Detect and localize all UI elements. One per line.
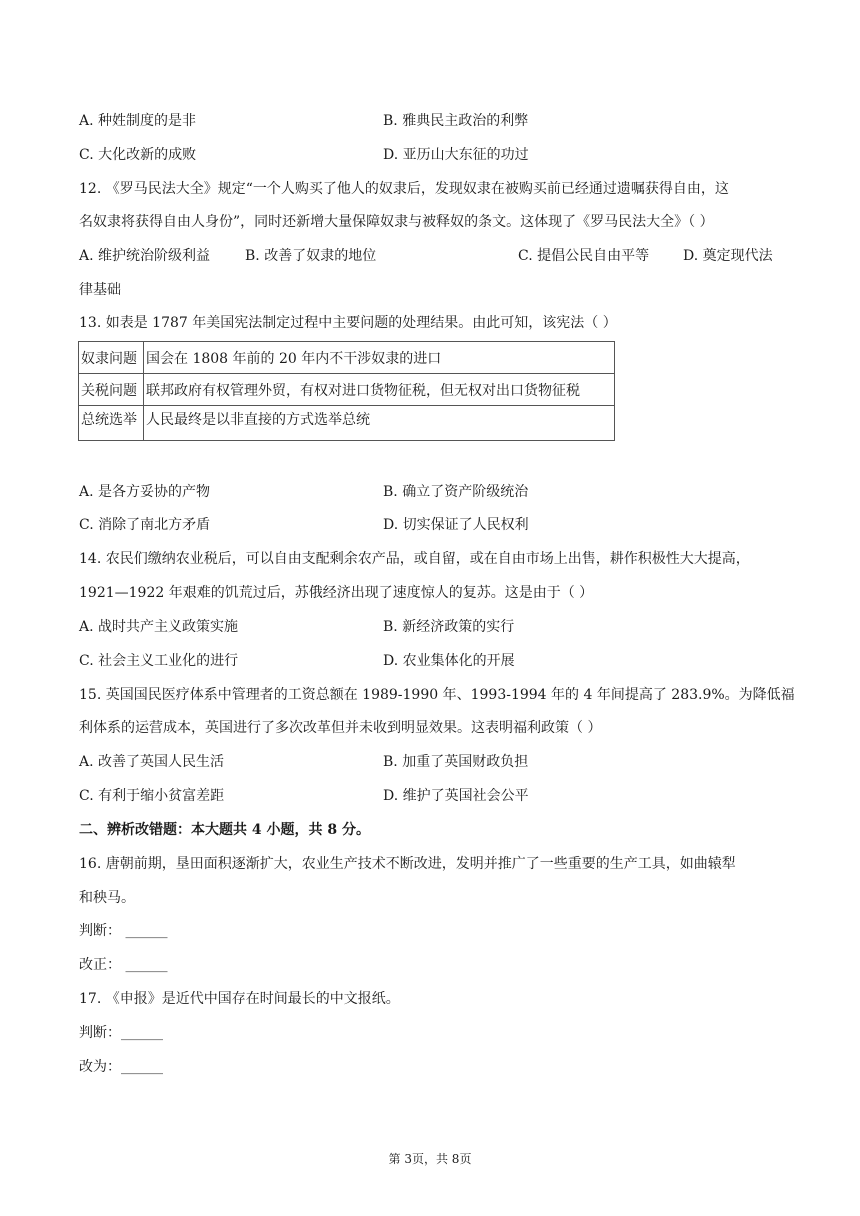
q15-option-b: B. 加重了英国财政负担	[383, 754, 529, 770]
q16-correct-blank: 改正： ______	[79, 957, 168, 973]
q15-stem-line2: 利体系的运营成本，英国进行了多次改革但并未收到明显效果。这表明福利政策（ ）	[79, 720, 602, 736]
q14-option-c: C. 社会主义工业化的进行	[79, 653, 239, 669]
q12-option-b: B. 改善了奴隶的地位	[245, 248, 377, 264]
q13-option-c: C. 消除了南北方矛盾	[79, 517, 211, 533]
table-cell-value: 国会在 1808 年前的 20 年内不干涉奴隶的进口	[144, 342, 615, 374]
q13-stem: 13. 如表是 1787 年美国宪法制定过程中主要问题的处理结果。由此可知，该宪法（ ）	[79, 315, 617, 331]
q14-stem-line1: 14. 农民们缴纳农业税后，可以自由支配剩余农产品，或自留，或在自由市场上出售，耕作积极性大大提高，	[79, 551, 750, 567]
q11-option-d: D. 亚历山大东征的功过	[383, 147, 529, 163]
table-row	[79, 406, 615, 441]
q14-option-b: B. 新经济政策的实行	[383, 619, 515, 635]
q15-stem-line1: 15. 英国国民医疗体系中管理者的工资总额在 1989-1990 年、1993-1994 年的 4 年间提高了 283.9%。为降低福	[79, 687, 795, 703]
q12-option-d: D. 奠定现代法	[683, 248, 773, 264]
q11-option-c: C. 大化改新的成败	[79, 147, 197, 163]
q15-option-d: D. 维护了英国社会公平	[383, 788, 529, 804]
q11-option-a: A. 种姓制度的是非	[79, 113, 197, 129]
q17-judge-blank: 判断：______	[79, 1025, 163, 1041]
q15-option-c: C. 有利于缩小贫富差距	[79, 788, 225, 804]
q16-judge-blank: 判断： ______	[79, 923, 168, 939]
q11-option-b: B. 雅典民主政治的利弊	[383, 113, 529, 129]
q13-table	[78, 341, 615, 441]
q12-stem-line2: 名奴隶将获得自由人身份”，同时还新增大量保障奴隶与被释奴的条文。这体现了《罗马民法大全》（ ）	[79, 214, 714, 230]
q16-stem-line1: 16. 唐朝前期，垦田面积逐渐扩大，农业生产技术不断改进，发明并推广了一些重要的生产工具，如曲辕犁	[79, 856, 736, 872]
q17-stem: 17. 《申报》是近代中国存在时间最长的中文报纸。	[79, 991, 400, 1007]
table-cell-value: 联邦政府有权管理外贸，有权对进口货物征税，但无权对出口货物征税	[144, 374, 615, 406]
table-cell-key: 总统选举	[79, 406, 144, 441]
table-row	[79, 374, 615, 406]
q14-option-d: D. 农业集体化的开展	[383, 653, 515, 669]
table-cell-key: 关税问题	[79, 374, 144, 406]
q12-option-c: C. 提倡公民自由平等	[518, 248, 650, 264]
q13-option-a: A. 是各方妥协的产物	[79, 484, 211, 500]
q12-option-d-continued: 律基础	[79, 282, 121, 298]
q14-stem-line2: 1921—1922 年艰难的饥荒过后，苏俄经济出现了速度惊人的复苏。这是由于（ ）	[79, 585, 594, 601]
section-title: 二、辨析改错题：本大题共 4 小题，共 8 分。	[79, 822, 370, 838]
table-row	[79, 342, 615, 374]
q12-stem-line1: 12. 《罗马民法大全》规定“一个人购买了他人的奴隶后，发现奴隶在被购买前已经通过遗嘱获得自由，这	[79, 181, 729, 197]
q17-correct-blank: 改为：______	[79, 1059, 163, 1075]
table-cell-value: 人民最终是以非直接的方式选举总统	[144, 406, 615, 441]
q14-option-a: A. 战时共产主义政策实施	[79, 619, 239, 635]
q12-option-a: A. 维护统治阶级利益	[79, 248, 211, 264]
q13-option-d: D. 切实保证了人民权利	[383, 517, 529, 533]
table-cell-key: 奴隶问题	[79, 342, 144, 374]
q15-option-a: A. 改善了英国人民生活	[79, 754, 225, 770]
page-footer: 第 3页，共 8页	[388, 1152, 472, 1166]
q16-stem-line2: 和秧马。	[79, 890, 135, 906]
q13-option-b: B. 确立了资产阶级统治	[383, 484, 529, 500]
